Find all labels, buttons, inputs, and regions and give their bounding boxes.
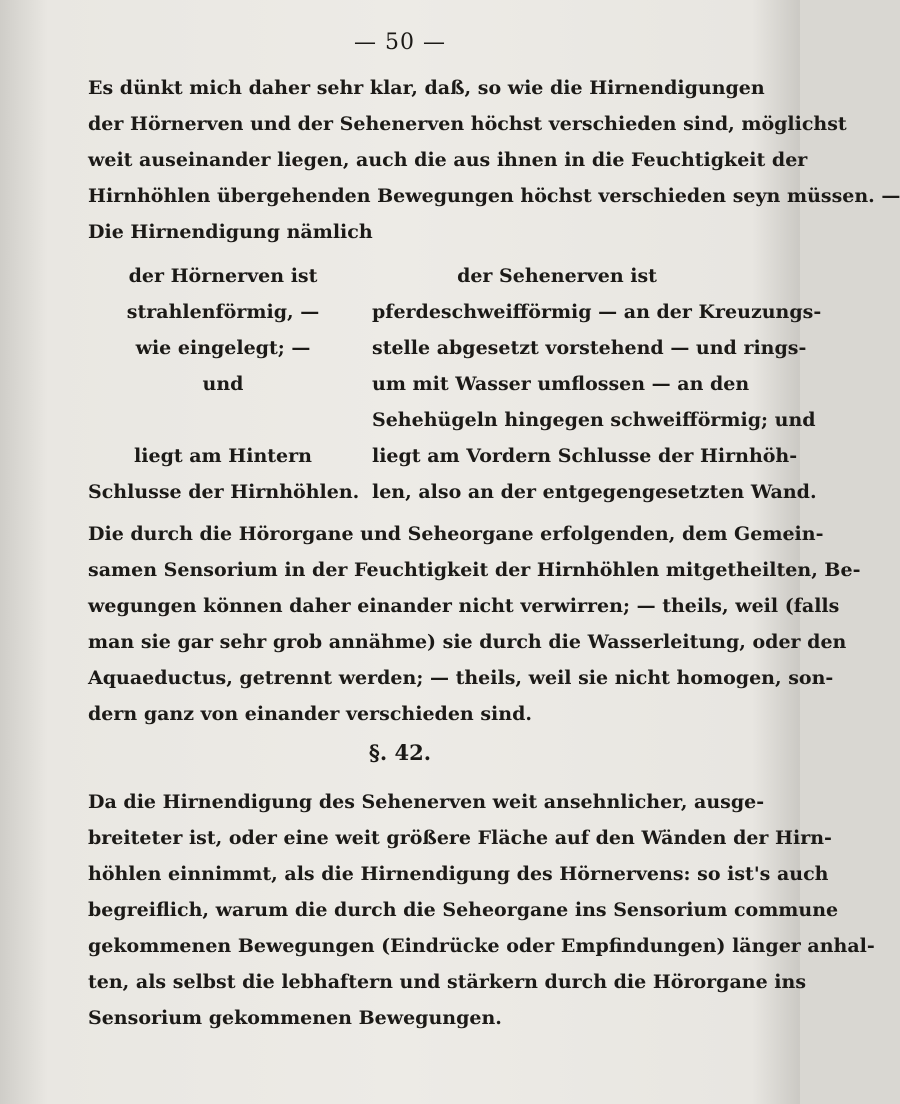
text-line: höhlen einnimmt, als die Hirnendigung des Hörnervens: so ist's auch xyxy=(88,863,829,885)
column-line: wie eingelegt; — xyxy=(135,337,311,359)
text-line: breiteter ist, oder eine weit größere Fläche auf den Wänden der Hirn- xyxy=(88,827,832,849)
text-line: gekommenen Bewegungen (Eindrücke oder Empfindungen) länger anhal- xyxy=(88,935,875,957)
column-line: liegt am Vordern Schlusse der Hirnhöh- xyxy=(372,445,798,467)
column-line: um mit Wasser umflossen — an den xyxy=(372,373,750,395)
text-line: der Hörnerven und der Sehenerven höchst verschieden sind, möglichst xyxy=(88,113,847,135)
text-line: weit auseinander liegen, auch die aus ihnen in die Feuchtigkeit der xyxy=(88,149,808,171)
text-line: ten, als selbst die lebhaftern und stärkern durch die Hörorgane ins xyxy=(88,971,807,993)
comparison-right-column xyxy=(372,258,822,510)
text-line: Da die Hirnendigung des Sehenerven weit ansehnlicher, ausge- xyxy=(88,791,765,813)
text-line: Es dünkt mich daher sehr klar, daß, so wie die Hirnendigungen xyxy=(88,77,765,99)
text-line: begreiflich, warum die durch die Seheorgane ins Sensorium commune xyxy=(88,899,839,921)
text-line: Aquaeductus, getrennt werden; — theils, weil sie nicht homogen, son- xyxy=(88,667,834,689)
text-line: wegungen können daher einander nicht verwirren; — theils, weil (falls xyxy=(88,595,840,617)
text-line: samen Sensorium in der Feuchtigkeit der Hirnhöhlen mitgetheilten, Be- xyxy=(88,559,861,581)
column-line: pferdeschweifförmig — an der Kreuzungs- xyxy=(372,301,822,323)
paragraph-2 xyxy=(88,516,861,732)
column-line: strahlenförmig, — xyxy=(126,301,320,323)
page-number: — 50 — xyxy=(354,30,446,55)
text-line: Die Hirnendigung nämlich xyxy=(88,221,373,243)
text-line: Sensorium gekommenen Bewegungen. xyxy=(88,1007,502,1029)
text-line: Die durch die Hörorgane und Seheorgane erfolgenden, dem Gemein- xyxy=(88,523,824,545)
text-line: man sie gar sehr grob annähme) sie durch die Wasserleitung, oder den xyxy=(88,631,847,653)
column-line: liegt am Hintern xyxy=(134,445,312,467)
paragraph-3 xyxy=(88,784,875,1036)
section-heading: §. 42. xyxy=(368,740,432,765)
text-line: dern ganz von einander verschieden sind. xyxy=(88,703,532,725)
column-line xyxy=(88,402,358,438)
column-line: der Sehenerven ist xyxy=(457,265,657,287)
comparison-left-column xyxy=(88,258,358,510)
column-line: der Hörnerven ist xyxy=(128,265,318,287)
column-line: len, also an der entgegengesetzten Wand. xyxy=(372,481,817,503)
column-line: und xyxy=(202,373,244,395)
text-line: Hirnhöhlen übergehenden Bewegungen höchst verschieden seyn müssen. — xyxy=(88,185,900,207)
paragraph-1 xyxy=(88,70,900,250)
column-line: Schlusse der Hirnhöhlen. xyxy=(88,481,360,503)
column-line: stelle abgesetzt vorstehend — und rings- xyxy=(372,337,807,359)
column-line: Sehehügeln hingegen schweifförmig; und xyxy=(372,409,816,431)
